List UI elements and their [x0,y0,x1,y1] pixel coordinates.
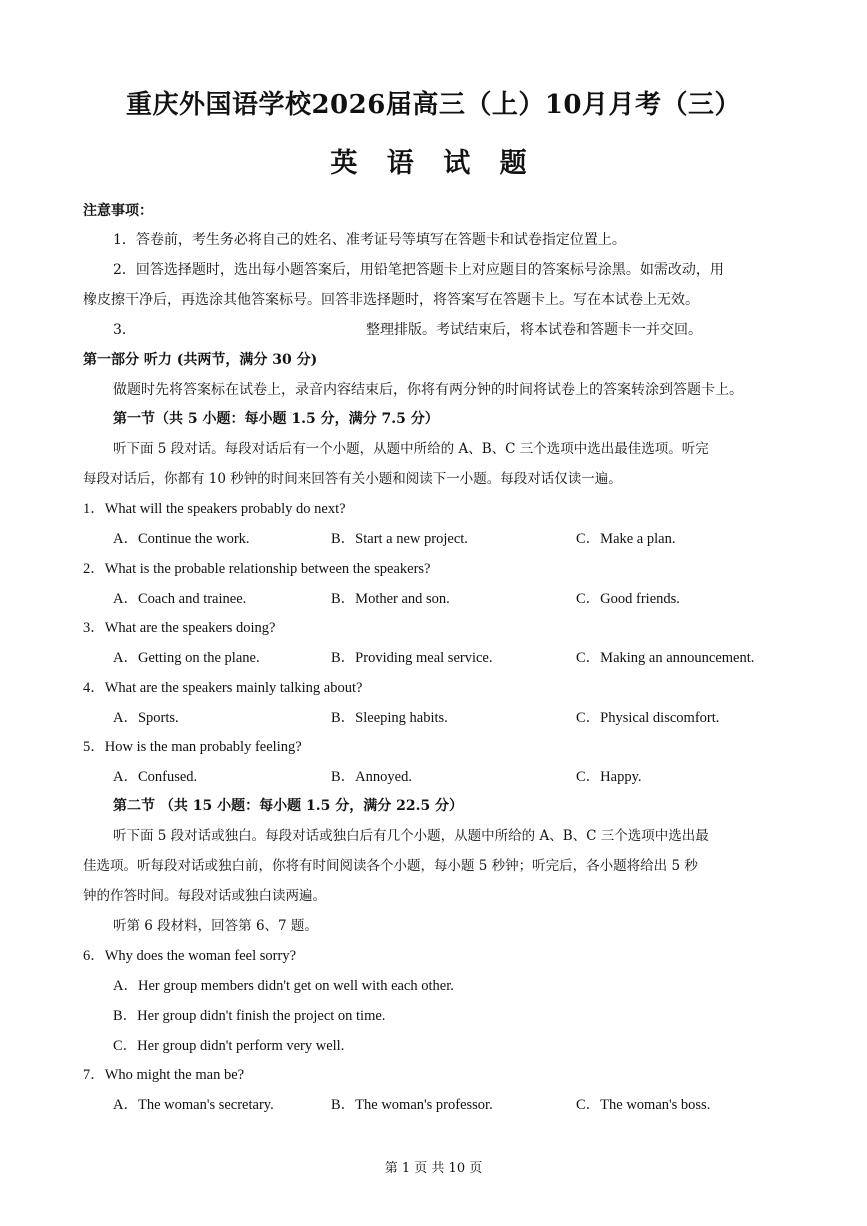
part1-heading: 第一部分 听力 (共两节，满分 30 分) [83,352,318,368]
question-1-option-b: B．Start a new project. [331,531,468,547]
question-3-option-c: C．Making an announcement. [576,650,755,666]
material-6-heading: 听第 6 段材料，回答第 6、7 题。 [113,918,318,934]
question-4-option-a: A．Sports. [113,710,179,726]
question-7-option-a: A．The woman's secretary. [113,1097,274,1113]
question-2-option-b: B．Mother and son. [331,591,450,607]
section2-instruction-line-1: 听下面 5 段对话或独白。每段对话或独白后有几个小题，从题中所给的 A、B、C 三个选项中选出最 [113,828,709,844]
section2-instruction-line-3: 钟的作答时间。每段对话或独白读两遍。 [83,888,326,904]
notice-item-2-line-2: 橡皮擦干净后，再选涂其他答案标号。回答非选择题时，将答案写在答题卡上。写在本试卷上无效。 [83,292,699,308]
question-5-stem: 5．How is the man probably feeling? [83,739,302,755]
question-6-stem: 6．Why does the woman feel sorry? [83,948,297,964]
question-1-option-a: A．Continue the work. [113,531,250,547]
part1-instruction: 做题时先将答案标在试卷上，录音内容结束后，你将有两分钟的时间将试卷上的答案转涂到答题卡上。 [113,382,743,398]
notice-item-3-number: 3． [113,322,136,338]
exam-subtitle: 英 语 试 题 [330,148,537,179]
question-4-stem: 4．What are the speakers mainly talking about? [83,680,363,696]
question-7-option-c: C．The woman's boss. [576,1097,711,1113]
question-2-stem: 2．What is the probable relationship between the speakers? [83,561,431,577]
question-1-option-c: C．Make a plan. [576,531,676,547]
question-3-stem: 3．What are the speakers doing? [83,620,276,636]
question-4-option-c: C．Physical discomfort. [576,710,720,726]
question-6-option-a: A．Her group members didn't get on well with each other. [113,978,454,994]
question-3-option-b: B．Providing meal service. [331,650,493,666]
question-2-option-c: C．Good friends. [576,591,680,607]
section2-instruction-line-2: 佳选项。听每段对话或独白前，你将有时间阅读各个小题，每小题 5 秒钟；听完后，各小题将给出 5 秒 [83,858,698,874]
question-6-option-b: B．Her group didn't finish the project on time. [113,1008,386,1024]
question-7-stem: 7．Who might the man be? [83,1067,245,1083]
section1-instruction-line-2: 每段对话后，你都有 10 秒钟的时间来回答有关小题和阅读下一小题。每段对话仅读一遍。 [83,471,622,487]
question-5-option-c: C．Happy. [576,769,642,785]
question-6-option-c: C．Her group didn't perform very well. [113,1038,345,1054]
question-4-option-b: B．Sleeping habits. [331,710,448,726]
question-3-option-a: A．Getting on the plane. [113,650,260,666]
section1-heading: 第一节（共 5 小题：每小题 1.5 分，满分 7.5 分） [113,411,439,427]
exam-title: 重庆外国语学校2026届高三（上）10月月考（三） [125,90,742,120]
question-1-stem: 1．What will the speakers probably do next? [83,501,346,517]
section2-heading: 第二节 （共 15 小题：每小题 1.5 分，满分 22.5 分） [113,798,464,814]
question-5-option-a: A．Confused. [113,769,198,785]
notice-item-3-text: 整理排版。考试结束后，将本试卷和答题卡一并交回。 [366,322,702,338]
section1-instruction-line-1: 听下面 5 段对话。每段对话后有一个小题，从题中所给的 A、B、C 三个选项中选出最佳选项。听完 [113,441,709,457]
question-7-option-b: B．The woman's professor. [331,1097,493,1113]
question-2-option-a: A．Coach and trainee. [113,591,247,607]
notice-heading: 注意事项： [83,203,153,219]
question-5-option-b: B．Annoyed. [331,769,412,785]
notice-item-1: 1．答卷前，考生务必将自己的姓名、准考证号等填写在答题卡和试卷指定位置上。 [113,232,626,248]
notice-item-2-line-1: 2．回答选择题时，选出每小题答案后，用铅笔把答题卡上对应题目的答案标号涂黑。如需改动，用 [113,262,724,278]
page-footer: 第 1 页 共 10 页 [384,1161,483,1176]
